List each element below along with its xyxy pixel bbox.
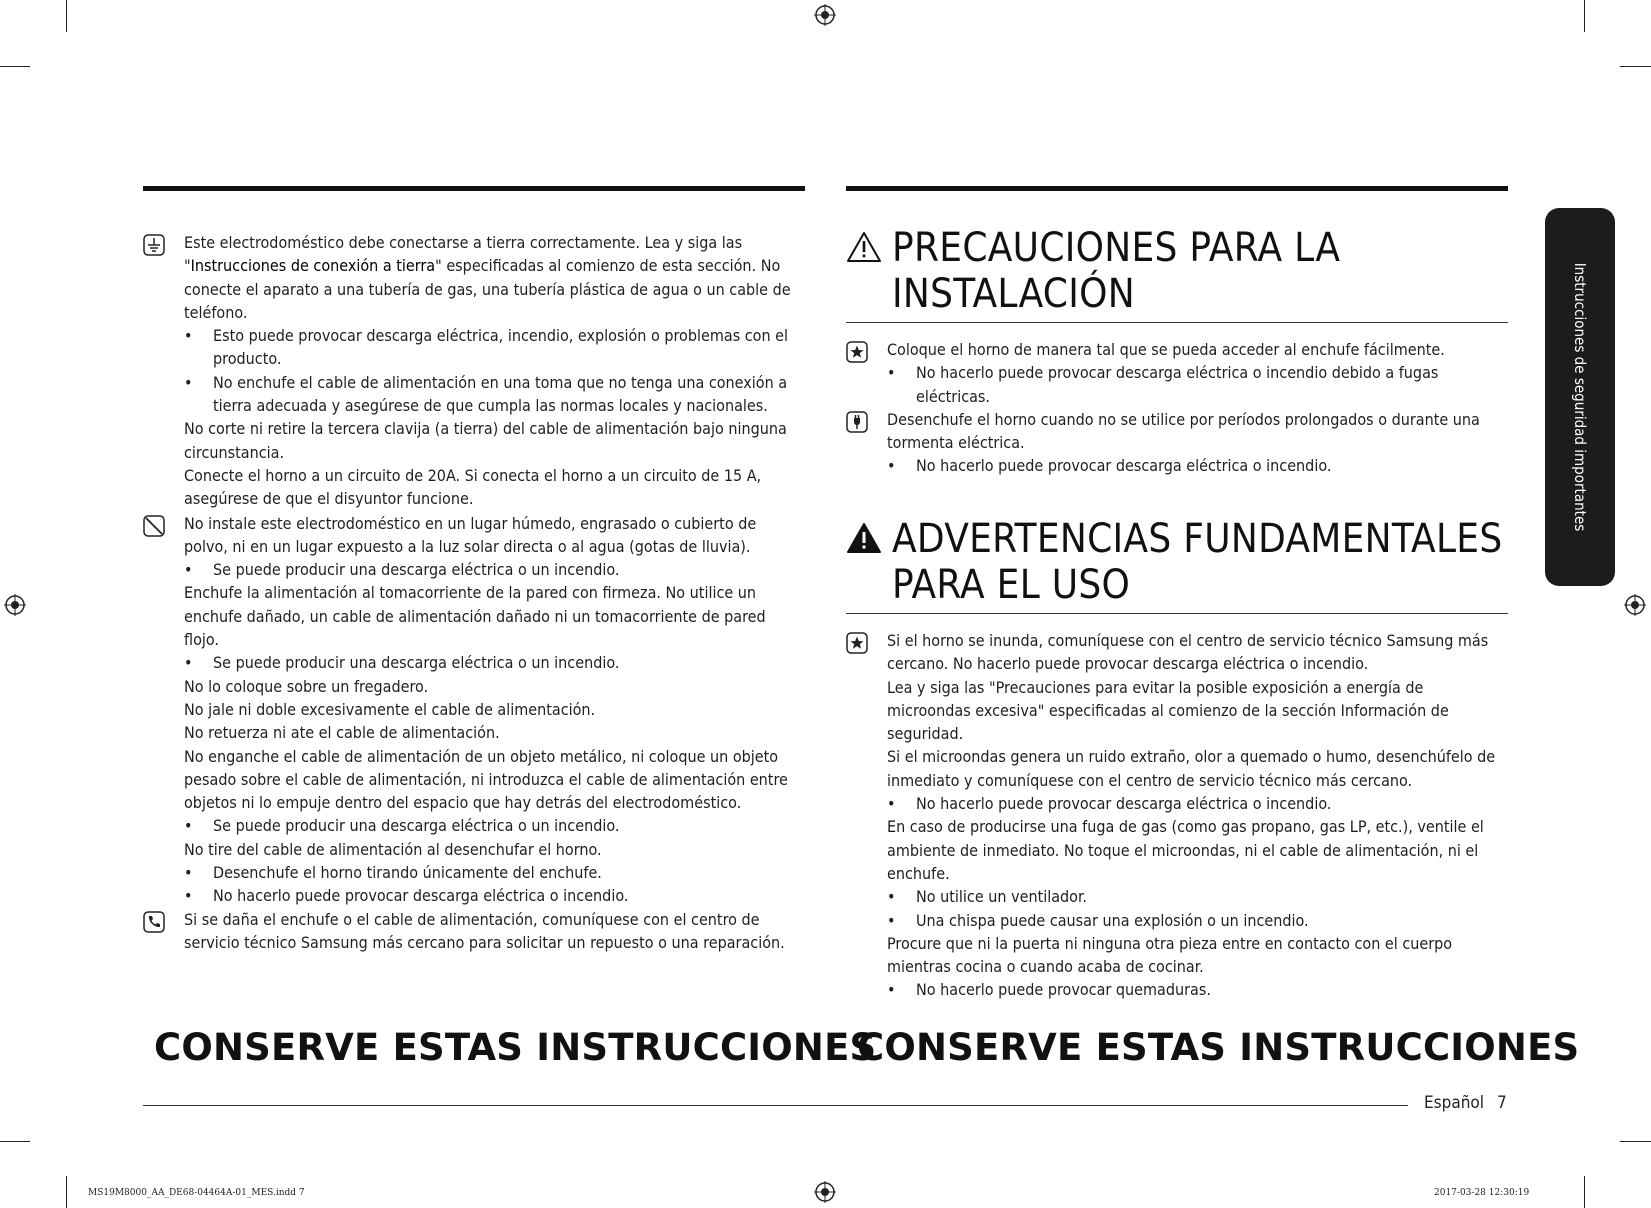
paragraph: Procure que ni la puerta ni ninguna otra pieza entre en contacto con el cuerpo mientras cocina o cuando acaba de cocinar.: [887, 933, 1453, 977]
footer-language: Español: [1424, 1093, 1485, 1113]
conserve-heading-right: CONSERVE ESTAS INSTRUCCIONES: [857, 1026, 1580, 1069]
bullet-item: • Se puede producir una descarga eléctrica o un incendio.: [184, 814, 803, 837]
bullet-item: • No enchufe el cable de alimentación en una toma que no tenga una conexión a tierra adecuada y asegúrese de que cumpla las normas locales y nacionales.: [184, 371, 803, 418]
crop-mark: [66, 1176, 67, 1208]
bullet-item: • Se puede producir una descarga eléctrica o un incendio.: [184, 651, 803, 674]
safety-item-service: [143, 908, 803, 955]
paragraph: No tire del cable de alimentación al desenchufar el horno.: [184, 839, 602, 859]
bullet-item: • Una chispa puede causar una explosión o un incendio.: [887, 909, 1506, 932]
section-rule: [846, 322, 1508, 323]
conserve-heading-left: CONSERVE ESTAS INSTRUCCIONES: [154, 1026, 877, 1069]
prohibited-icon: [143, 515, 165, 537]
registration-mark-icon: [814, 4, 836, 26]
bullet-item: • Esto puede provocar descarga eléctrica, incendio, explosión o problemas con el producto.: [184, 324, 803, 371]
bullet-item: • No hacerlo puede provocar descarga eléctrica o incendio debido a fugas eléctricas.: [887, 361, 1506, 408]
registration-mark-icon: [1624, 594, 1646, 616]
paragraph: No instale este electrodoméstico en un lugar húmedo, engrasado o cubierto de polvo, ni en un lugar expuesto a la luz solar directa o al agua (gotas de lluvia).: [184, 513, 757, 556]
bullet-item: • No hacerlo puede provocar descarga eléctrica o incendio.: [184, 884, 803, 907]
star-icon: [846, 341, 868, 363]
paragraph: Conecte el horno a un circuito de 20A. Si conecta el horno a un circuito de 15 A, asegúrese de que el disyuntor funcione.: [184, 465, 762, 509]
paragraph: Este electrodoméstico debe conectarse a tierra correctamente. Lea y siga las "Instrucciones de conexión a tierra" especificadas al comienzo de esta sección. No conecte el aparato a una tubería de gas, una tubería plástica de agua o un cable de teléfono.: [184, 233, 791, 322]
safety-item-warnings: [846, 629, 1506, 1002]
footer-rule: [143, 1105, 1408, 1106]
side-tab-label: Instrucciones de seguridad importantes: [1571, 262, 1589, 532]
section-side-tab: [1545, 208, 1615, 586]
page-number: 7: [1497, 1093, 1507, 1113]
safety-item-ground: [143, 231, 803, 511]
crop-mark: [1620, 66, 1651, 67]
section-rule: [846, 613, 1508, 614]
paragraph: No retuerza ni ate el cable de alimentación.: [184, 723, 500, 743]
unplug-icon: [846, 411, 868, 433]
bullet-item: • No utilice un ventilador.: [887, 885, 1506, 908]
paragraph: Desenchufe el horno cuando no se utilice por períodos prolongados o durante una tormenta eléctrica.: [887, 409, 1480, 453]
crop-mark: [1620, 1141, 1651, 1142]
paragraph: No jale ni doble excesivamente el cable de alimentación.: [184, 699, 596, 719]
bullet-item: • Desenchufe el horno tirando únicamente del enchufe.: [184, 861, 803, 884]
paragraph: No lo coloque sobre un fregadero.: [184, 676, 429, 696]
paragraph: Enchufe la alimentación al tomacorriente de la pared con firmeza. No utilice un enchufe dañado, un cable de alimentación dañado ni un tomacorriente de pared flojo.: [184, 583, 766, 650]
registration-mark-icon: [814, 1181, 836, 1203]
paragraph: Si se daña el enchufe o el cable de alimentación, comuníquese con el centro de servicio técnico Samsung más cercano para solicitar un repuesto o una reparación.: [184, 909, 785, 952]
paragraph: No corte ni retire la tercera clavija (a tierra) del cable de alimentación bajo ninguna circunstancia.: [184, 419, 787, 462]
paragraph: No enganche el cable de alimentación de un objeto metálico, ni coloque un objeto pesado sobre el cable de alimentación, ni introduzca el cable de alimentación entre objetos ni lo empuje dentro del espacio que hay detrás del electrodoméstico.: [184, 746, 788, 813]
paragraph: En caso de producirse una fuga de gas (como gas propano, gas LP, etc.), ventile el ambiente de inmediato. No toque el microondas, ni el cable de alimentación, ni el enchufe.: [887, 817, 1484, 883]
paragraph: Coloque el horno de manera tal que se pueda acceder al enchufe fácilmente.: [887, 340, 1445, 359]
warning-triangle-icon: [846, 522, 882, 554]
star-icon: [846, 632, 868, 654]
safety-item-access-plug: [846, 338, 1506, 408]
bullet-item: • No hacerlo puede provocar quemaduras.: [887, 978, 1506, 1001]
ground-icon: [143, 234, 165, 256]
print-slug-timestamp: 2017-03-28 12:30:19: [1434, 1188, 1530, 1198]
right-column-installation: [846, 338, 1506, 478]
crop-mark: [66, 0, 67, 32]
link-grounding-instructions: Instrucciones de conexión a tierra: [190, 256, 436, 276]
left-top-rule: [143, 186, 805, 191]
caution-triangle-icon: [846, 231, 882, 263]
section-title-warnings: ADVERTENCIAS FUNDAMENTALES PARA EL USO: [846, 516, 1506, 608]
bullet-item: • No hacerlo puede provocar descarga eléctrica o incendio.: [887, 792, 1506, 815]
left-column: [143, 231, 803, 954]
print-slug-filename: MS19M8000_AA_DE68-04464A-01_MES.indd 7: [88, 1188, 305, 1198]
safety-item-prohibited: [143, 512, 803, 908]
section-title-installation: PRECAUCIONES PARA LA INSTALACIÓN: [846, 225, 1506, 317]
crop-mark: [1584, 1176, 1585, 1208]
phone-icon: [143, 911, 165, 933]
paragraph: Si el horno se inunda, comuníquese con el centro de servicio técnico Samsung más cercano. No hacerlo puede provocar descarga eléctrica o incendio.: [887, 631, 1489, 674]
right-column-warnings: [846, 629, 1506, 1002]
crop-mark: [1584, 0, 1585, 32]
paragraph: Si el microondas genera un ruido extraño, olor a quemado o humo, desenchúfelo de inmediato y comuníquese con el centro de servicio técnico más cercano.: [887, 747, 1496, 790]
registration-mark-icon: [4, 594, 26, 616]
bullet-item: • Se puede producir una descarga eléctrica o un incendio.: [184, 558, 803, 581]
crop-mark: [0, 1141, 30, 1142]
safety-item-unplug: [846, 408, 1506, 478]
right-top-rule: [846, 186, 1508, 191]
crop-mark: [0, 66, 30, 67]
bullet-item: • No hacerlo puede provocar descarga eléctrica o incendio.: [887, 454, 1506, 477]
paragraph: Lea y siga las "Precauciones para evitar la posible exposición a energía de microondas excesiva" especificadas al comienzo de la sección Información de seguridad.: [887, 677, 1449, 744]
